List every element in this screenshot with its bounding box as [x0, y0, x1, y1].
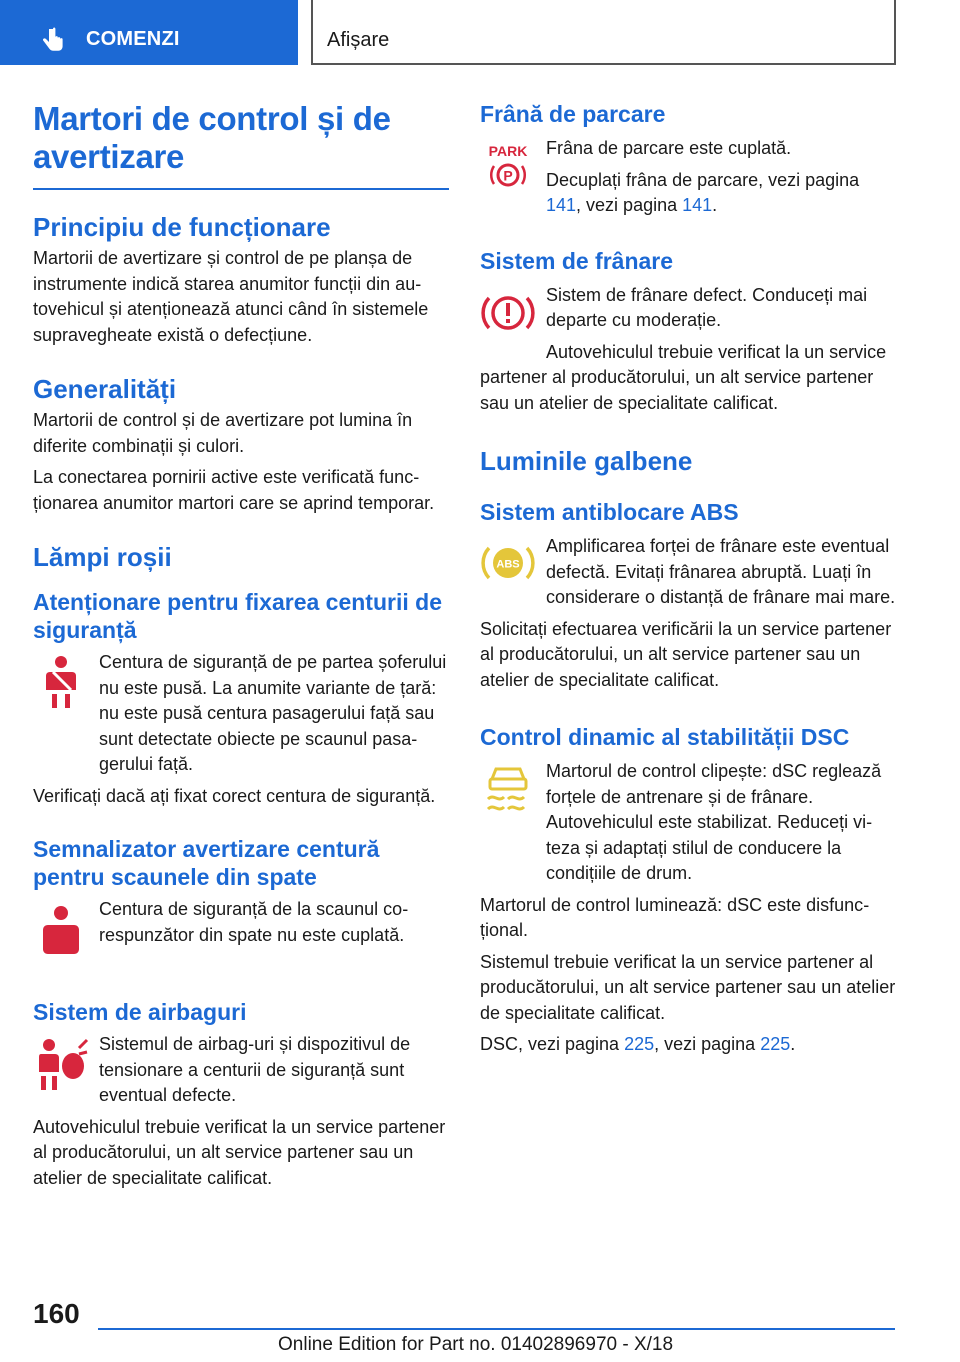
subsection-label: Afișare	[327, 29, 390, 51]
footer-rule	[98, 1328, 895, 1330]
paragraph: Martorul de control clipește: dSC reglează forțele de antrenare și de frânare. Autovehiculul este stabilizat. Reduceți viteza și adaptați stilul de conducere la condițiile de drum.	[546, 761, 882, 883]
parking-brake-icon	[480, 142, 536, 190]
rear-belt-block	[33, 897, 449, 948]
text: DSC, vezi pagina	[480, 1034, 625, 1054]
paragraph: Centura de siguranță de pe partea șoferului nu este pusă. La anumite variante de țară: nu este pusă centura pasagerului față sau sunt detectate obiecte pe scaunul pasagerului față.	[99, 652, 447, 774]
page-link[interactable]: 225	[624, 1034, 655, 1054]
heading-dsc: Control dinamic al stabilității DSC	[480, 724, 850, 750]
heading-principle: Principiu de funcționare	[33, 212, 331, 242]
svg-text:ABS: ABS	[496, 558, 520, 571]
subsection-header	[311, 0, 896, 65]
heading-general: Generalități	[33, 374, 177, 404]
section-tab-label: COMENZI	[86, 28, 180, 50]
parking-brake-block	[480, 136, 896, 219]
paragraph-with-links	[480, 1032, 896, 1058]
rear-seatbelt-icon	[33, 903, 89, 959]
paragraph: Martorii de avertizare și control de pe planșa de instrumente indică starea anumitor funcții din autovehicul și atenționează atunci când în sistemele supravegheate există o defecțiune.	[33, 248, 429, 345]
svg-text:P: P	[503, 167, 513, 184]
paragraph: Centura de siguranță de la scaunul corespunzător din spate nu este cuplată.	[99, 899, 409, 945]
abs-icon	[480, 538, 536, 588]
text: .	[712, 195, 718, 215]
paragraph: Verificați dacă ați fixat corect centura de siguranță.	[33, 785, 436, 806]
heading-red-lights: Lămpi roșii	[33, 542, 172, 572]
heading-parking-brake: Frână de parcare	[480, 101, 666, 127]
paragraph: Sistemul de airbag-uri și dispozitivul de tensionare a centurii de siguranță sunt eventual defecte.	[99, 1034, 411, 1105]
paragraph-with-links	[546, 168, 896, 219]
page-number: 160	[33, 1298, 80, 1329]
paragraph: Autovehiculul trebuie verificat la un service partener al producătorului, un alt service partener sau un atelier de specialitate calificat.	[480, 341, 887, 413]
paragraph: Sistemul trebuie verificat la un service partener al producătorului, un alt service partener sau un atelier de specialitate calificat.	[480, 951, 896, 1023]
paragraph: Amplificarea forței de frânare este eventual defectă. Evitați frânarea abruptă. Luați în considerare o distanță de frânare mai mare.	[546, 536, 896, 607]
dsc-block	[480, 759, 896, 887]
text: .	[790, 1034, 796, 1054]
abs-block	[480, 534, 896, 611]
page-link[interactable]: 225	[760, 1034, 791, 1054]
paragraph: Autovehiculul trebuie verificat la un service partener al producătorului, un alt service partener sau un atelier de specialitate calificat.	[33, 1116, 446, 1188]
heading-abs: Sistem antiblocare ABS	[480, 499, 739, 525]
heading-seatbelt: Atenționare pentru fixarea centurii de siguranță	[33, 589, 442, 643]
airbag-icon	[33, 1036, 89, 1094]
brake-warning-icon	[480, 289, 536, 337]
left-column	[33, 100, 449, 1191]
hand-pointer-icon	[38, 26, 66, 54]
heading-rear-belt: Semnalizator avertizare centură pentru scaunele din spate	[33, 836, 380, 890]
paragraph: Frâna de parcare este cuplată.	[546, 138, 792, 158]
paragraph: Martorii de control și de avertizare pot lumina în diferite combinații și culori.	[33, 410, 413, 456]
right-column	[480, 100, 896, 1058]
text: , vezi pagina	[576, 195, 683, 215]
paragraph: Sistem de frânare defect. Conduceți mai departe cu moderație.	[546, 284, 868, 330]
brake-system-block	[480, 283, 896, 334]
dsc-stability-icon	[480, 765, 536, 817]
heading-brake-system: Sistem de frânare	[480, 247, 674, 274]
seatbelt-warning-icon	[33, 654, 89, 712]
text: Decuplați frâna de parcare, vezi pagina	[546, 169, 860, 190]
paragraph: Martorul de control luminează: dSC este disfuncțional.	[480, 894, 870, 940]
edition-note: Online Edition for Part no. 01402896970 - X/18	[278, 1334, 674, 1355]
paragraph: La conectarea pornirii active este verificată funcționarea anumitor martori care se aprind temporar.	[33, 467, 435, 513]
title-rule	[33, 188, 449, 190]
seatbelt-warning-block	[33, 650, 449, 778]
section-tab[interactable]	[0, 0, 298, 65]
svg-text:PARK: PARK	[488, 143, 528, 159]
heading-yellow-lights: Luminile galbene	[480, 446, 693, 476]
page-link[interactable]: 141	[682, 195, 713, 215]
text: , vezi pagina	[654, 1034, 761, 1054]
page-title: Martori de control și de avertizare	[33, 100, 391, 175]
page-link[interactable]: 141	[546, 195, 577, 215]
airbag-block	[33, 1032, 449, 1109]
paragraph: Solicitați efectuarea verificării la un service partener al producătorului, un alt service partener sau un atelier de specialitate calificat.	[480, 618, 892, 690]
heading-airbag: Sistem de airbaguri	[33, 999, 247, 1025]
